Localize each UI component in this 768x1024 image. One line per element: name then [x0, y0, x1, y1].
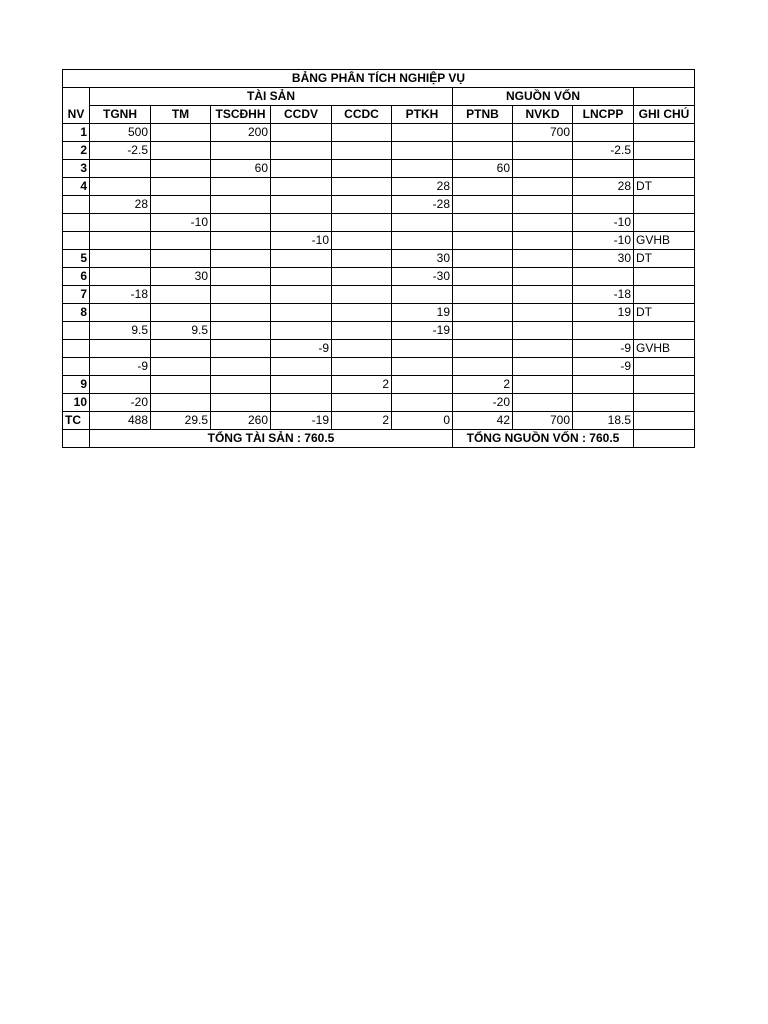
cell-ptkh: -30: [392, 268, 453, 286]
cell-tgnh: -18: [90, 286, 151, 304]
cell-tgnh: 28: [90, 196, 151, 214]
cell-ccdc: [332, 340, 392, 358]
cell-nvkd: [513, 214, 573, 232]
cell-lncpp: [573, 322, 634, 340]
cell-tscdhh: [211, 340, 271, 358]
cell-ptnb: 2: [453, 376, 513, 394]
cell-nvkd: [513, 322, 573, 340]
cell-tscdhh: [211, 142, 271, 160]
cell-tscdhh: [211, 304, 271, 322]
cell-tm: [151, 124, 211, 142]
table-row: [63, 304, 695, 322]
cell-ptnb: [453, 214, 513, 232]
cell-ghi-chu: [634, 268, 695, 286]
cell-lncpp: -2.5: [573, 142, 634, 160]
cell-ptnb: [453, 268, 513, 286]
cell-ccdv: -10: [271, 232, 332, 250]
cell-tscdhh: [211, 232, 271, 250]
cell-ptkh: [392, 232, 453, 250]
cell-lncpp: [573, 394, 634, 412]
cell-ccdv: -9: [271, 340, 332, 358]
table-row: [63, 268, 695, 286]
cell-nv: 2: [63, 142, 90, 160]
cell-nvkd: [513, 358, 573, 376]
cell-ptkh: [392, 142, 453, 160]
cell-nv: [63, 214, 90, 232]
cell-ptkh: [392, 160, 453, 178]
cell-nv: 10: [63, 394, 90, 412]
header-lncpp: LNCPP: [573, 106, 634, 124]
cell-nv: [63, 358, 90, 376]
cell-tm: [151, 142, 211, 160]
header-ccdc: CCDC: [332, 106, 392, 124]
cell-ccdv: [271, 358, 332, 376]
cell-ptnb: [453, 250, 513, 268]
table-row: [63, 124, 695, 142]
cell-ccdc: 2: [332, 412, 392, 430]
total-sources: TỔNG NGUỒN VỐN : 760.5: [453, 430, 634, 448]
cell-nvkd: [513, 142, 573, 160]
cell-tgnh: 500: [90, 124, 151, 142]
cell-ghi-chu: [634, 196, 695, 214]
cell-lncpp: -10: [573, 232, 634, 250]
cell-tscdhh: 260: [211, 412, 271, 430]
cell-nvkd: [513, 250, 573, 268]
cell-ccdc: [332, 124, 392, 142]
analysis-table: [62, 69, 695, 448]
cell-ccdv: [271, 268, 332, 286]
cell-tgnh: -20: [90, 394, 151, 412]
header-ccdv: CCDV: [271, 106, 332, 124]
empty-cell: [634, 430, 695, 448]
cell-ptkh: [392, 286, 453, 304]
cell-ccdc: [332, 394, 392, 412]
cell-nvkd: [513, 376, 573, 394]
cell-tm: [151, 304, 211, 322]
cell-tm: [151, 286, 211, 304]
cell-nvkd: [513, 178, 573, 196]
table-row: [63, 376, 695, 394]
cell-lncpp: 18.5: [573, 412, 634, 430]
table-row: [63, 286, 695, 304]
cell-ghi-chu: [634, 322, 695, 340]
cell-nvkd: 700: [513, 124, 573, 142]
cell-tscdhh: [211, 358, 271, 376]
table-title: BẢNG PHÂN TÍCH NGHIỆP VỤ: [63, 70, 695, 88]
cell-tscdhh: [211, 214, 271, 232]
cell-ghi-chu: [634, 214, 695, 232]
cell-ghi-chu: GVHB: [634, 340, 695, 358]
cell-tscdhh: [211, 178, 271, 196]
cell-lncpp: 30: [573, 250, 634, 268]
cell-nvkd: 700: [513, 412, 573, 430]
cell-ptkh: 30: [392, 250, 453, 268]
cell-nv: [63, 232, 90, 250]
cell-tgnh: 488: [90, 412, 151, 430]
cell-tscdhh: [211, 322, 271, 340]
cell-tgnh: 9.5: [90, 322, 151, 340]
cell-lncpp: [573, 268, 634, 286]
cell-lncpp: -18: [573, 286, 634, 304]
cell-lncpp: 28: [573, 178, 634, 196]
cell-tm: [151, 232, 211, 250]
cell-lncpp: [573, 196, 634, 214]
header-nv: NV: [63, 88, 90, 124]
cell-ghi-chu: [634, 286, 695, 304]
cell-ptnb: [453, 286, 513, 304]
cell-tscdhh: [211, 250, 271, 268]
cell-ccdv: -19: [271, 412, 332, 430]
cell-ghi-chu: GVHB: [634, 232, 695, 250]
cell-ccdc: [332, 196, 392, 214]
empty-cell: [63, 430, 90, 448]
cell-ccdv: [271, 160, 332, 178]
empty-cell: [634, 88, 695, 106]
cell-ptkh: -19: [392, 322, 453, 340]
cell-ccdv: [271, 124, 332, 142]
header-nvkd: NVKD: [513, 106, 573, 124]
cell-ptnb: [453, 196, 513, 214]
cell-nvkd: [513, 340, 573, 358]
cell-nvkd: [513, 268, 573, 286]
cell-ptnb: 60: [453, 160, 513, 178]
cell-tm: 9.5: [151, 322, 211, 340]
cell-ptkh: [392, 394, 453, 412]
cell-ghi-chu: [634, 394, 695, 412]
cell-tgnh: [90, 304, 151, 322]
cell-tscdhh: [211, 394, 271, 412]
cell-nvkd: [513, 394, 573, 412]
table-row: [63, 178, 695, 196]
table-row: [63, 340, 695, 358]
cell-ccdc: [332, 322, 392, 340]
cell-tscdhh: 60: [211, 160, 271, 178]
cell-ghi-chu: DT: [634, 304, 695, 322]
cell-ghi-chu: [634, 358, 695, 376]
cell-ccdc: [332, 232, 392, 250]
cell-ptnb: [453, 340, 513, 358]
cell-ccdc: [332, 286, 392, 304]
cell-tm: [151, 340, 211, 358]
column-header-row: [63, 106, 695, 124]
cell-ccdv: [271, 304, 332, 322]
cell-ptkh: [392, 340, 453, 358]
cell-ccdc: [332, 268, 392, 286]
cell-tm: -10: [151, 214, 211, 232]
cell-ccdv: [271, 142, 332, 160]
cell-ptkh: 19: [392, 304, 453, 322]
table-row: [63, 250, 695, 268]
cell-ghi-chu: [634, 412, 695, 430]
cell-ccdc: 2: [332, 376, 392, 394]
table-row: [63, 322, 695, 340]
cell-ccdv: [271, 178, 332, 196]
cell-tm: [151, 394, 211, 412]
cell-nv: [63, 322, 90, 340]
cell-ccdv: [271, 214, 332, 232]
cell-tscdhh: [211, 268, 271, 286]
header-tgnh: TGNH: [90, 106, 151, 124]
cell-ptkh: 28: [392, 178, 453, 196]
cell-ptnb: [453, 124, 513, 142]
cell-ptnb: [453, 232, 513, 250]
cell-tm: [151, 196, 211, 214]
cell-tgnh: -9: [90, 358, 151, 376]
table-row: [63, 358, 695, 376]
cell-tm: [151, 178, 211, 196]
cell-tgnh: [90, 250, 151, 268]
table-row: [63, 214, 695, 232]
cell-tm: [151, 358, 211, 376]
cell-nv: 5: [63, 250, 90, 268]
cell-lncpp: -10: [573, 214, 634, 232]
cell-lncpp: [573, 376, 634, 394]
cell-nvkd: [513, 286, 573, 304]
grand-total-row: [63, 430, 695, 448]
cell-nv: TC: [63, 412, 90, 430]
cell-tgnh: -2.5: [90, 142, 151, 160]
cell-tm: [151, 250, 211, 268]
cell-ccdc: [332, 142, 392, 160]
cell-lncpp: -9: [573, 358, 634, 376]
cell-nvkd: [513, 160, 573, 178]
table-row: [63, 394, 695, 412]
table-row: [63, 232, 695, 250]
cell-tm: [151, 376, 211, 394]
table-row: [63, 160, 695, 178]
cell-ccdv: [271, 196, 332, 214]
cell-tm: 30: [151, 268, 211, 286]
cell-lncpp: [573, 124, 634, 142]
cell-ccdc: [332, 250, 392, 268]
table-row: [63, 196, 695, 214]
header-ptkh: PTKH: [392, 106, 453, 124]
cell-tscdhh: 200: [211, 124, 271, 142]
cell-ptnb: [453, 304, 513, 322]
cell-ccdc: [332, 304, 392, 322]
cell-nvkd: [513, 232, 573, 250]
cell-ghi-chu: [634, 160, 695, 178]
cell-nv: [63, 196, 90, 214]
header-ghi-chu: GHI CHÚ: [634, 106, 695, 124]
cell-tscdhh: [211, 286, 271, 304]
cell-ghi-chu: [634, 376, 695, 394]
cell-ptkh: 0: [392, 412, 453, 430]
cell-tgnh: [90, 214, 151, 232]
cell-ccdc: [332, 358, 392, 376]
cell-ccdc: [332, 178, 392, 196]
cell-lncpp: -9: [573, 340, 634, 358]
cell-ghi-chu: DT: [634, 250, 695, 268]
cell-nv: 6: [63, 268, 90, 286]
cell-tscdhh: [211, 196, 271, 214]
cell-tgnh: [90, 232, 151, 250]
cell-nv: 1: [63, 124, 90, 142]
cell-ccdc: [332, 160, 392, 178]
table-row: [63, 142, 695, 160]
header-tm: TM: [151, 106, 211, 124]
cell-nv: [63, 340, 90, 358]
cell-ptnb: [453, 178, 513, 196]
group-header-row: [63, 88, 695, 106]
group-assets: TÀI SẢN: [90, 88, 453, 106]
cell-ptnb: [453, 142, 513, 160]
header-ptnb: PTNB: [453, 106, 513, 124]
cell-tgnh: [90, 340, 151, 358]
cell-ptkh: -28: [392, 196, 453, 214]
cell-tscdhh: [211, 376, 271, 394]
cell-ptkh: [392, 214, 453, 232]
cell-ccdc: [332, 214, 392, 232]
cell-ptkh: [392, 124, 453, 142]
cell-tgnh: [90, 268, 151, 286]
cell-tm: 29.5: [151, 412, 211, 430]
cell-nvkd: [513, 304, 573, 322]
cell-ptnb: [453, 322, 513, 340]
cell-nv: 4: [63, 178, 90, 196]
cell-ptnb: -20: [453, 394, 513, 412]
cell-nvkd: [513, 196, 573, 214]
cell-tgnh: [90, 376, 151, 394]
cell-tgnh: [90, 160, 151, 178]
total-assets: TỔNG TÀI SẢN : 760.5: [90, 430, 453, 448]
cell-ccdv: [271, 376, 332, 394]
cell-ghi-chu: [634, 124, 695, 142]
cell-tgnh: [90, 178, 151, 196]
cell-nv: 9: [63, 376, 90, 394]
cell-tm: [151, 160, 211, 178]
cell-ccdv: [271, 394, 332, 412]
cell-ptnb: [453, 358, 513, 376]
cell-ptnb: 42: [453, 412, 513, 430]
cell-ccdv: [271, 322, 332, 340]
cell-ptkh: [392, 376, 453, 394]
title-row: [63, 70, 695, 88]
cell-ghi-chu: DT: [634, 178, 695, 196]
cell-nv: 3: [63, 160, 90, 178]
group-sources: NGUỒN VỐN: [453, 88, 634, 106]
cell-ghi-chu: [634, 142, 695, 160]
cell-lncpp: 19: [573, 304, 634, 322]
cell-ptkh: [392, 358, 453, 376]
table-row: [63, 412, 695, 430]
cell-nv: 8: [63, 304, 90, 322]
cell-ccdv: [271, 286, 332, 304]
cell-lncpp: [573, 160, 634, 178]
cell-ccdv: [271, 250, 332, 268]
header-tscdhh: TSCĐHH: [211, 106, 271, 124]
cell-nv: 7: [63, 286, 90, 304]
